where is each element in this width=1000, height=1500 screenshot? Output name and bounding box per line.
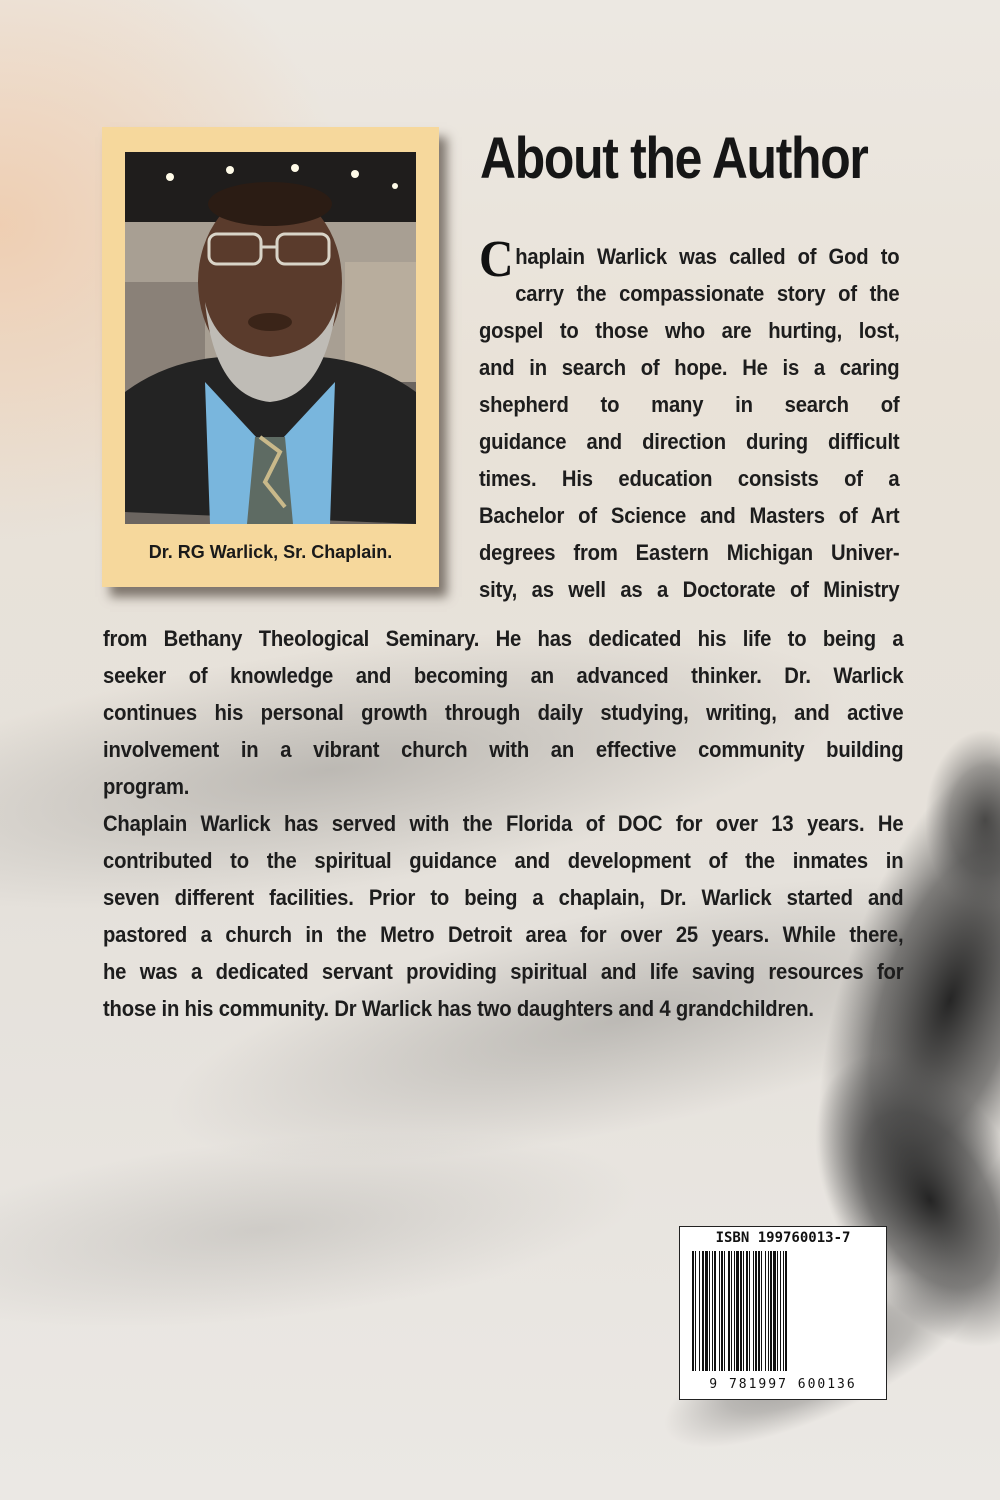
bio-line: sity, as well as a Doctorate of Ministry xyxy=(479,577,900,602)
barcode-stripe xyxy=(755,1251,757,1371)
isbn-digits: 9 781997 600136 xyxy=(709,1377,857,1392)
bio-line: Bachelor of Science and Masters of Art xyxy=(479,503,900,528)
bio-line: degrees from Eastern Michigan Univer- xyxy=(479,540,900,565)
bio-line: times. His education consists of a xyxy=(479,466,900,491)
bio-line: and in search of hope. He is a caring xyxy=(479,355,900,380)
barcode-stripe xyxy=(740,1251,742,1371)
barcode-stripe xyxy=(753,1251,754,1371)
isbn-barcode xyxy=(679,1226,887,1400)
bio-line: Chaplain Warlick has served with the Florida of DOC for over 13 years. He xyxy=(103,811,904,836)
barcode-stripe xyxy=(724,1251,725,1371)
barcode-stripe xyxy=(731,1251,732,1371)
barcode-stripe xyxy=(743,1251,744,1371)
barcode-stripe xyxy=(773,1251,776,1371)
barcode-stripe xyxy=(721,1251,723,1371)
barcode-stripe xyxy=(692,1251,694,1371)
barcode-stripe xyxy=(728,1251,730,1371)
photo-caption: Dr. RG Warlick, Sr. Chaplain. xyxy=(148,542,393,562)
author-photo xyxy=(125,152,416,524)
bio-line: carry the compassionate story of the xyxy=(515,281,900,306)
bio-paragraph-bottom xyxy=(103,620,903,1027)
barcode-stripe xyxy=(783,1251,784,1371)
drop-cap: C xyxy=(479,231,514,288)
author-photo-card xyxy=(102,127,439,587)
bio-line: seeker of knowledge and becoming an advanced thinker. Dr. Warlick xyxy=(103,663,904,688)
barcode-stripe xyxy=(780,1251,781,1371)
bio-line: gospel to those who are hurting, lost, xyxy=(479,318,900,343)
barcode-stripe xyxy=(719,1251,720,1371)
barcode-stripe xyxy=(714,1251,716,1371)
bio-line: he was a dedicated servant providing spiritual and life saving resources for xyxy=(103,959,904,984)
barcode-stripe xyxy=(709,1251,710,1371)
isbn-label: ISBN 199760013-7 xyxy=(715,1230,851,1246)
barcode-stripe xyxy=(699,1251,700,1371)
barcode-bars xyxy=(692,1251,876,1371)
barcode-stripe xyxy=(749,1251,750,1371)
barcode-stripe xyxy=(758,1251,760,1371)
bio-line-text: haplain Warlick was called of God to xyxy=(515,244,900,269)
bio-line: pastored a church in the Metro Detroit area for over 25 years. While there, xyxy=(103,922,904,947)
barcode-stripe xyxy=(734,1251,735,1371)
bio-line: shepherd to many in search of xyxy=(479,392,900,417)
barcode-stripe xyxy=(705,1251,708,1371)
barcode-stripe xyxy=(736,1251,739,1371)
bio-line: guidance and direction during difficult xyxy=(479,429,900,454)
barcode-stripe xyxy=(765,1251,766,1371)
barcode-stripe xyxy=(712,1251,713,1371)
bio-line: involvement in a vibrant church with an effective community building xyxy=(103,737,904,762)
bio-line: seven different facilities. Prior to being a chaplain, Dr. Warlick started and xyxy=(103,885,904,910)
barcode-stripe xyxy=(746,1251,748,1371)
barcode-stripe xyxy=(768,1251,769,1371)
bio-line: from Bethany Theological Seminary. He has dedicated his life to being a xyxy=(103,626,904,651)
barcode-stripe xyxy=(785,1251,787,1371)
bio-line: continues his personal growth through daily studying, writing, and active xyxy=(103,700,904,725)
barcode-stripe xyxy=(761,1251,762,1371)
bio-paragraph-top xyxy=(479,231,900,608)
barcode-stripe xyxy=(702,1251,704,1371)
bio-line: contributed to the spiritual guidance and development of the inmates in xyxy=(103,848,904,873)
barcode-stripe xyxy=(695,1251,696,1371)
bio-line: those in his community. Dr Warlick has two daughters and 4 grandchildren. xyxy=(103,996,814,1021)
barcode-stripe xyxy=(777,1251,778,1371)
barcode-stripe xyxy=(770,1251,772,1371)
bio-line: program. xyxy=(103,774,190,799)
bio-line xyxy=(479,231,900,288)
section-heading: About the Author xyxy=(480,126,868,191)
